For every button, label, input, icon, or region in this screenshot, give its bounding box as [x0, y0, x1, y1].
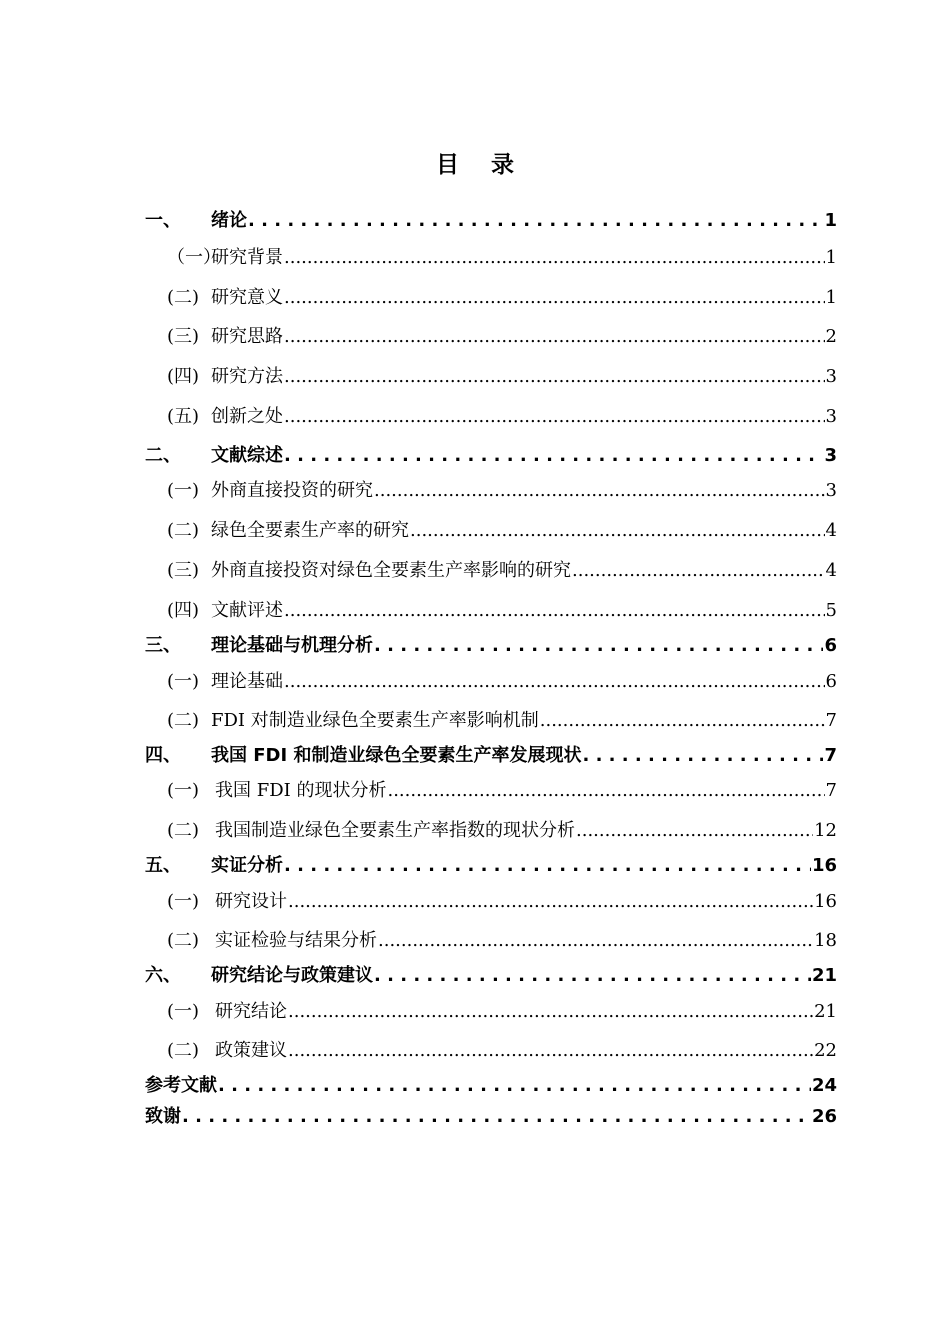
toc-entry-title: 参考文献: [145, 1075, 217, 1096]
toc-section-entry[interactable]: [145, 706, 837, 732]
toc-entry-number: (四): [167, 600, 200, 621]
toc-dot-leader: [576, 820, 813, 841]
toc-dot-leader: [284, 406, 825, 427]
toc-entry-number: (三): [167, 326, 200, 347]
toc-entry-page-number: 4: [825, 560, 837, 581]
toc-dot-leader: [284, 287, 825, 308]
toc-title-char-2: 录: [491, 152, 514, 178]
toc-entry-number: (二): [167, 520, 200, 541]
toc-dot-leader: [374, 635, 823, 656]
toc-entry-number: (一): [167, 780, 200, 801]
toc-entry-number: 四、: [145, 745, 181, 766]
toc-section-entry[interactable]: [145, 776, 837, 802]
toc-chapter-entry[interactable]: [145, 961, 837, 987]
toc-entry-page-number: 21: [814, 1001, 837, 1022]
toc-entry-page-number: 1: [825, 247, 837, 268]
toc-dot-leader: [374, 965, 811, 986]
toc-entry-title: 研究意义: [211, 287, 283, 308]
toc-dot-leader: [288, 1001, 813, 1022]
toc-dot-leader: [378, 930, 813, 951]
toc-dot-leader: [284, 326, 825, 347]
toc-entry-title: 外商直接投资对绿色全要素生产率影响的研究: [211, 560, 571, 581]
toc-section-entry[interactable]: [145, 322, 837, 348]
toc-entry-title: 文献评述: [211, 600, 283, 621]
toc-title: [0, 146, 950, 179]
toc-dot-leader: [284, 445, 823, 466]
toc-entry-title: 研究背景: [211, 247, 283, 268]
toc-entry-number: (一): [167, 891, 200, 912]
toc-dot-leader: [288, 1040, 813, 1061]
toc-entry-number: (五): [167, 406, 200, 427]
toc-entry-page-number: 7: [825, 780, 837, 801]
toc-entry-number: 五、: [145, 855, 181, 876]
toc-entry-number: (四): [167, 366, 200, 387]
toc-entry-page-number: 1: [824, 210, 837, 231]
toc-section-entry[interactable]: [145, 1036, 837, 1062]
toc-dot-leader: [374, 480, 825, 501]
toc-entry-title: 实证检验与结果分析: [215, 930, 377, 951]
toc-dot-leader: [284, 855, 811, 876]
toc-entry-number: (二): [167, 287, 200, 308]
toc-dot-leader: [288, 891, 813, 912]
toc-entry-page-number: 7: [824, 745, 837, 766]
toc-section-entry[interactable]: [145, 476, 837, 502]
toc-dot-leader: [248, 210, 823, 231]
toc-entry-title: 外商直接投资的研究: [211, 480, 373, 501]
toc-entry-title: 创新之处: [211, 406, 283, 427]
toc-section-entry[interactable]: [145, 283, 837, 309]
toc-chapter-entry[interactable]: [145, 741, 837, 767]
toc-section-entry[interactable]: [145, 516, 837, 542]
toc-chapter-entry[interactable]: [145, 441, 837, 467]
toc-entry-page-number: 5: [825, 600, 837, 621]
toc-chapter-entry[interactable]: [145, 1102, 837, 1128]
toc-entry-number: (二): [167, 930, 200, 951]
toc-dot-leader: [284, 600, 825, 621]
toc-entry-page-number: 21: [811, 965, 837, 986]
toc-dot-leader: [284, 366, 825, 387]
toc-entry-title: 研究设计: [215, 891, 287, 912]
toc-section-entry[interactable]: [145, 816, 837, 842]
toc-entry-number: 一、: [145, 210, 181, 231]
toc-entry-number: (二): [167, 710, 200, 731]
toc-dot-leader: [540, 710, 825, 731]
toc-section-entry[interactable]: [145, 667, 837, 693]
toc-dot-leader: [582, 745, 823, 766]
toc-entry-page-number: 6: [824, 635, 837, 656]
toc-title-char-1: 目: [436, 152, 459, 178]
toc-entry-title: 致谢: [145, 1106, 181, 1127]
toc-section-entry[interactable]: [145, 997, 837, 1023]
toc-dot-leader: [387, 780, 824, 801]
toc-entry-page-number: 4: [825, 520, 837, 541]
toc-entry-title: 我国制造业绿色全要素生产率指数的现状分析: [215, 820, 575, 841]
toc-entry-title: 研究方法: [211, 366, 283, 387]
toc-entry-number: 三、: [145, 635, 181, 656]
toc-entry-title: 我国 FDI 的现状分析: [215, 780, 387, 801]
toc-entry-title: 研究结论与政策建议: [211, 965, 373, 986]
toc-section-entry[interactable]: [145, 596, 837, 622]
toc-entry-number: 二、: [145, 445, 181, 466]
toc-entry-page-number: 1: [825, 287, 837, 308]
toc-entry-title: 理论基础与机理分析: [211, 635, 373, 656]
toc-entry-title: 研究思路: [211, 326, 283, 347]
toc-entry-page-number: 22: [814, 1040, 837, 1061]
toc-dot-leader: [410, 520, 825, 541]
toc-section-entry[interactable]: [145, 926, 837, 952]
toc-entry-number: (一): [167, 480, 200, 501]
toc-entry-title: 绪论: [211, 210, 247, 231]
toc-entry-page-number: 6: [825, 671, 837, 692]
toc-section-entry[interactable]: [145, 362, 837, 388]
toc-entry-number: （一）: [167, 247, 221, 268]
toc-entry-title: 我国 FDI 和制造业绿色全要素生产率发展现状: [211, 745, 582, 766]
toc-dot-leader: [284, 671, 825, 692]
toc-dot-leader: [218, 1075, 811, 1096]
toc-dot-leader: [284, 247, 825, 268]
toc-entry-title: 绿色全要素生产率的研究: [211, 520, 409, 541]
toc-entry-page-number: 12: [814, 820, 837, 841]
toc-chapter-entry[interactable]: [145, 1071, 837, 1097]
toc-entry-number: (二): [167, 820, 200, 841]
toc-entry-page-number: 3: [824, 445, 837, 466]
toc-entry-title: 研究结论: [215, 1001, 287, 1022]
toc-section-entry[interactable]: [145, 887, 837, 913]
toc-section-entry[interactable]: [145, 556, 837, 582]
toc-entry-title: 文献综述: [211, 445, 283, 466]
toc-entry-number: (三): [167, 560, 200, 581]
toc-entry-page-number: 3: [825, 480, 837, 501]
toc-entry-page-number: 16: [811, 855, 837, 876]
toc-chapter-entry[interactable]: [145, 206, 837, 232]
toc-chapter-entry[interactable]: [145, 851, 837, 877]
toc-dot-leader: [182, 1106, 811, 1127]
toc-entry-title: 实证分析: [211, 855, 283, 876]
toc-entry-number: 六、: [145, 965, 181, 986]
toc-entry-page-number: 3: [825, 406, 837, 427]
toc-entry-page-number: 3: [825, 366, 837, 387]
toc-entry-page-number: 2: [825, 326, 837, 347]
toc-entry-page-number: 7: [825, 710, 837, 731]
toc-entry-title: 政策建议: [215, 1040, 287, 1061]
toc-dot-leader: [572, 560, 825, 581]
toc-entry-page-number: 18: [814, 930, 837, 951]
toc-entry-number: (二): [167, 1040, 200, 1061]
toc-entry-number: (一): [167, 671, 200, 692]
toc-entry-title: FDI 对制造业绿色全要素生产率影响机制: [211, 710, 539, 731]
toc-entry-page-number: 24: [811, 1075, 837, 1096]
toc-section-entry[interactable]: [145, 402, 837, 428]
toc-chapter-entry[interactable]: [145, 631, 837, 657]
toc-entry-page-number: 16: [814, 891, 837, 912]
toc-entry-number: (一): [167, 1001, 200, 1022]
toc-section-entry[interactable]: [145, 243, 837, 269]
toc-entry-title: 理论基础: [211, 671, 283, 692]
toc-entry-page-number: 26: [811, 1106, 837, 1127]
